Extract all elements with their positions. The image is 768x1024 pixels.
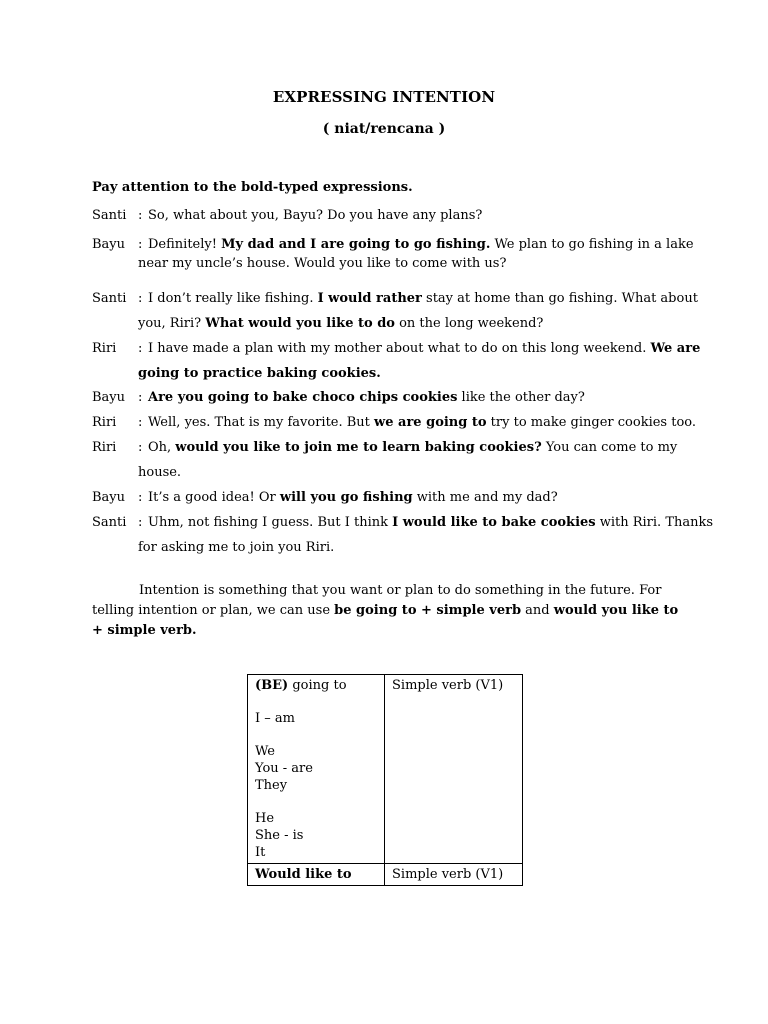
pronoun-line: We	[255, 744, 275, 759]
speaker-colon: :	[138, 208, 143, 223]
dialogue-text-segment: I have made a plan with my mother about what to do on this long weekend.	[148, 341, 651, 356]
dialogue-text	[148, 340, 700, 358]
dialogue-text-segment: we are going to	[374, 415, 487, 430]
dialogue-text-segment: I would like to bake cookies	[392, 515, 596, 530]
pronoun-line: You - are	[255, 761, 313, 776]
pronoun-line: I – am	[255, 711, 295, 726]
pronoun-list	[255, 710, 378, 861]
speaker-colon: :	[138, 237, 143, 252]
instruction: Pay attention to the bold-typed expressions.	[92, 180, 413, 195]
dialogue-text-segment: Are you going to bake choco chips cookies	[148, 390, 458, 405]
explanation-paragraph	[92, 581, 682, 641]
dialogue-text-segment: It’s a good idea! Or	[148, 490, 280, 505]
dialogue-text	[148, 207, 482, 225]
be-label: (BE)	[255, 678, 289, 693]
dialogue-text-segment: Uhm, not fishing I guess. But I think	[148, 515, 393, 530]
dialogue-text-segment: going to practice baking cookies.	[138, 366, 381, 381]
pronoun-gap	[255, 794, 378, 810]
dialogue-text	[148, 290, 698, 308]
dialogue-text	[148, 414, 696, 432]
would-like-to-label: Would like to	[255, 867, 352, 882]
table-cell-would-like-to	[248, 864, 385, 886]
speaker-name: Santi	[92, 291, 127, 306]
dialogue-text	[148, 389, 585, 407]
speaker-name: Bayu	[92, 490, 126, 505]
dialogue-text-segment: What would you like to do	[205, 316, 395, 331]
speaker-colon: :	[138, 341, 143, 356]
dialogue-text-segment: We plan to go fishing in a lake	[490, 237, 694, 252]
dialogue-text-segment: for asking me to join you Riri.	[138, 540, 335, 555]
pronoun-line: She - is	[255, 828, 304, 843]
dialogue-text	[148, 439, 677, 457]
speaker-name: Santi	[92, 515, 127, 530]
dialogue-text-segment: Well, yes. That is my favorite. But	[148, 415, 375, 430]
dialogue-text-segment: Oh,	[148, 440, 176, 455]
paragraph-segment: would you like to + simple verb.	[92, 603, 679, 638]
dialogue-text-segment: house.	[138, 465, 182, 480]
dialogue-text-segment: with Riri. Thanks	[595, 515, 714, 530]
speaker-name: Riri	[92, 440, 117, 455]
dialogue-text-segment: We are	[650, 341, 701, 356]
dialogue-text-segment: near my uncle’s house. Would you like to come with us?	[138, 256, 507, 271]
paragraph-segment: and	[521, 603, 554, 618]
dialogue-text-segment: would you like to join me to learn baking cookies?	[175, 440, 542, 455]
speaker-colon: :	[138, 490, 143, 505]
dialogue-text-segment: like the other day?	[457, 390, 585, 405]
dialogue-text-segment: My dad and I are going to go fishing.	[221, 237, 491, 252]
dialogue-text-segment: with me and my dad?	[412, 490, 558, 505]
paragraph-segment: be going to + simple verb	[334, 603, 522, 618]
speaker-name: Riri	[92, 415, 117, 430]
dialogue-continuation	[138, 315, 543, 333]
grammar-table	[247, 674, 523, 886]
speaker-name: Santi	[92, 208, 127, 223]
speaker-name: Riri	[92, 341, 117, 356]
dialogue-continuation	[138, 255, 506, 273]
dialogue-text-segment: I would rather	[317, 291, 422, 306]
dialogue-text-segment: stay at home than go fishing. What about	[421, 291, 698, 306]
dialogue-text-segment: So, what about you, Bayu? Do you have any plans?	[148, 208, 483, 223]
speaker-name: Bayu	[92, 390, 126, 405]
table-row	[248, 675, 523, 864]
dialogue-text-segment: You can come to my	[541, 440, 678, 455]
speaker-colon: :	[138, 440, 143, 455]
dialogue-continuation	[138, 539, 334, 557]
page-subtitle: ( niat/rencana )	[322, 121, 446, 137]
dialogue-text-segment: on the long weekend?	[394, 316, 544, 331]
pronoun-line: It	[255, 845, 266, 860]
table-row	[248, 864, 523, 886]
paragraph-segment: Intention is something that you want or plan to do something in the future. For telling intention or plan, we can use	[92, 583, 662, 618]
dialogue-text	[148, 236, 694, 254]
speaker-colon: :	[138, 415, 143, 430]
pronoun-line: He	[255, 811, 275, 826]
dialogue-text-segment: try to make ginger cookies too.	[486, 415, 697, 430]
page-title: EXPRESSING INTENTION	[272, 88, 496, 106]
speaker-colon: :	[138, 515, 143, 530]
table-cell-be-going-to	[248, 675, 385, 864]
dialogue-text	[148, 514, 713, 532]
speaker-colon: :	[138, 291, 143, 306]
dialogue-continuation	[138, 365, 381, 383]
going-to-label: going to	[288, 678, 347, 693]
speaker-colon: :	[138, 390, 143, 405]
pronoun-gap	[255, 727, 378, 743]
dialogue-continuation	[138, 464, 181, 482]
pronoun-line: They	[255, 778, 288, 793]
speaker-name: Bayu	[92, 237, 126, 252]
dialogue-text-segment: you, Riri?	[138, 316, 206, 331]
dialogue-text-segment: Definitely!	[148, 237, 222, 252]
dialogue-text	[148, 489, 558, 507]
dialogue-text-segment: will you go fishing	[279, 490, 413, 505]
table-cell-simple-verb-2: Simple verb (V1)	[385, 864, 523, 886]
table-cell-simple-verb: Simple verb (V1)	[385, 675, 523, 864]
dialogue-text-segment: I don’t really like fishing.	[148, 291, 318, 306]
